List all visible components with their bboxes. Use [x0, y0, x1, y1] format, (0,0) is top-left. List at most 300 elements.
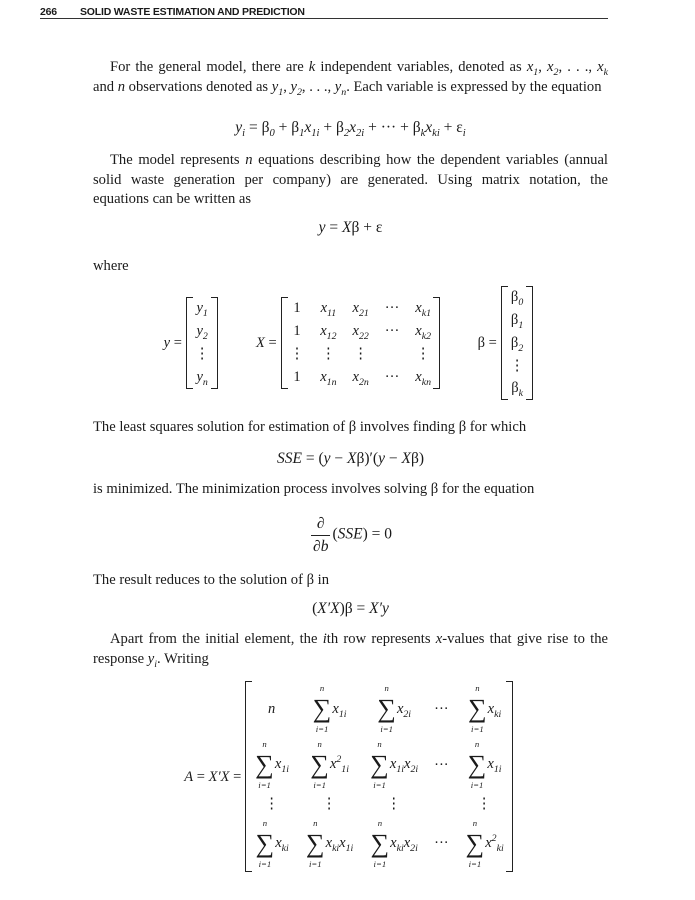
subscript: 1i — [341, 764, 349, 776]
denominator — [311, 536, 330, 556]
math-symbol — [304, 119, 320, 140]
sum-lower-limit: i=1 — [468, 858, 482, 869]
symbol-base: β — [261, 119, 270, 136]
math-symbol — [332, 700, 347, 720]
where-label — [93, 257, 608, 277]
subscript: k — [420, 128, 426, 140]
matrix-row — [187, 343, 218, 366]
paragraph-minimized — [93, 480, 608, 500]
text-run: , — [283, 78, 291, 95]
text-run: where — [93, 257, 129, 274]
symbol-base: ε — [456, 119, 463, 136]
symbol-base: x — [329, 756, 337, 773]
text-run: ⋮ — [321, 795, 337, 812]
sum-upper-limit: n — [475, 683, 480, 694]
subscript: 1i — [345, 842, 354, 854]
symbol-base: y — [290, 78, 297, 95]
sigma-symbol: ∑ — [255, 750, 274, 780]
symbol-base: b — [320, 537, 329, 555]
subscript: 1 — [278, 86, 284, 98]
superscript: 2 — [491, 833, 497, 845]
sum-upper-limit: n — [472, 817, 478, 828]
text-run: ⋮ — [264, 795, 279, 812]
math-symbol — [511, 380, 523, 400]
text-run: , . . ., — [301, 78, 335, 95]
numerator — [311, 514, 330, 535]
sigma-symbol: ∑ — [306, 828, 325, 858]
matrix-row — [502, 355, 533, 378]
subscript: n — [202, 376, 208, 388]
math-symbol — [196, 300, 208, 320]
summation — [255, 739, 274, 791]
text-run: − — [384, 449, 402, 467]
text-run: ( — [332, 525, 338, 543]
subscript: 12 — [326, 331, 337, 343]
math-symbol — [396, 700, 412, 720]
text-run: -values that give rise to the response — [93, 631, 609, 667]
text-run: ··· — [434, 756, 449, 773]
paragraph-least-squares — [93, 418, 608, 438]
math-symbol — [196, 323, 208, 343]
matrix-cell — [312, 320, 344, 343]
sigma-symbol: ∑ — [377, 694, 396, 724]
matrix-definitions — [93, 286, 608, 400]
symbol-base: β — [335, 119, 344, 136]
sigma-symbol: ∑ — [468, 694, 487, 724]
math-symbol — [352, 300, 369, 320]
matrix-cell — [407, 320, 439, 343]
text-run: ··· — [434, 700, 449, 717]
matrix-cell — [282, 366, 313, 389]
sum-lower-limit: i=1 — [258, 858, 272, 869]
matrix-body — [501, 286, 534, 400]
sum-upper-limit: n — [377, 817, 383, 828]
matrix-body — [281, 297, 440, 388]
text-run: The model represents — [110, 152, 246, 168]
symbol-base: X — [347, 449, 357, 467]
symbol-base: x — [487, 700, 495, 717]
sigma-symbol: ∑ — [310, 750, 329, 780]
subscript: 1 — [533, 66, 539, 78]
matrix-cell — [297, 737, 361, 793]
superscript: 2 — [336, 754, 342, 766]
matrix-cell — [246, 793, 297, 816]
math-symbol — [335, 119, 350, 140]
text-run: ⋮ — [415, 346, 431, 363]
text-run: )β = — [339, 600, 370, 618]
matrix-cell — [187, 320, 218, 343]
matrix-cell — [361, 793, 426, 816]
text-run: ··· — [384, 300, 400, 317]
symbol-base: β — [510, 334, 519, 351]
subscript: kn — [421, 376, 432, 388]
subscript: 1i — [311, 128, 320, 140]
subscript: i — [242, 128, 246, 140]
math-symbol — [378, 450, 385, 467]
math-symbol — [352, 323, 369, 343]
symbol-base: SSE — [276, 449, 302, 467]
symbol-base: x — [320, 368, 327, 385]
subscript: 2 — [202, 331, 208, 343]
sum-upper-limit: n — [474, 739, 480, 750]
matrix-row — [502, 377, 533, 400]
text-run: equations describing how the dependent variables (annual solid waste generation per company) are generated. Using matrix notation, the equations can be written as — [93, 152, 608, 207]
symbol-base: X′X — [317, 600, 340, 618]
summation — [371, 818, 390, 870]
matrix-cell — [502, 377, 533, 400]
text-run: ··· — [384, 368, 400, 385]
math-symbol — [147, 650, 157, 670]
matrix-cell — [345, 366, 377, 389]
text-run: . Each variable is expressed by the equation — [346, 78, 602, 95]
matrix-row — [246, 681, 511, 737]
symbol-base: n — [268, 700, 276, 717]
sum-lower-limit: i=1 — [373, 858, 387, 869]
symbol-base: i — [322, 631, 327, 648]
symbol-base: x — [396, 700, 404, 717]
symbol-base: y — [196, 323, 203, 340]
text-run: β) — [410, 449, 424, 467]
subscript: 1 — [518, 319, 524, 331]
text-run: ⋮ — [509, 357, 525, 374]
symbol-base: X — [256, 335, 265, 352]
subscript: k1 — [421, 308, 432, 320]
symbol-base: y — [378, 449, 385, 467]
sum-lower-limit: i=1 — [309, 858, 322, 869]
sigma-symbol: ∑ — [465, 828, 485, 858]
matrix-cell — [426, 816, 457, 872]
matrix-label — [478, 333, 497, 353]
symbol-base: x — [425, 119, 433, 136]
matrix-row — [282, 366, 439, 389]
symbol-base: β — [291, 119, 300, 136]
symbol-base: SSE — [337, 525, 363, 543]
math-symbol — [401, 450, 410, 467]
math-symbol — [320, 368, 337, 388]
math-symbol — [352, 368, 369, 388]
math-symbol — [256, 335, 265, 351]
sum-lower-limit: i=1 — [380, 724, 393, 735]
matrix-cell — [361, 816, 426, 872]
math-symbol — [277, 450, 302, 467]
sigma-symbol: ∑ — [370, 750, 389, 780]
sum-lower-limit: i=1 — [258, 780, 271, 791]
math-symbol — [339, 835, 354, 854]
paragraph-general-model — [93, 58, 608, 97]
sum-upper-limit: n — [377, 739, 382, 750]
math-symbol — [271, 78, 284, 98]
symbol-base: y — [235, 119, 243, 136]
math-symbol — [456, 119, 466, 140]
symbol-base: y — [323, 449, 331, 467]
text-run: = — [193, 768, 209, 785]
equation-regression-model — [93, 118, 608, 138]
math-symbol — [184, 769, 193, 785]
symbol-base: x — [547, 59, 554, 75]
matrix-row — [246, 816, 511, 872]
subscript: 2n — [358, 376, 369, 388]
text-run: ( — [312, 600, 318, 618]
symbol-base: x — [332, 700, 339, 717]
math-symbol — [268, 701, 275, 717]
sigma-symbol: ∑ — [370, 828, 390, 858]
symbol-base: β — [412, 119, 421, 136]
text-run: = — [170, 335, 182, 352]
sigma-symbol: ∑ — [467, 750, 487, 780]
matrix-cell — [457, 793, 512, 816]
text-run: , . . ., — [558, 59, 598, 75]
matrix-cell — [377, 343, 408, 366]
text-run: ⋮ — [321, 346, 336, 363]
text-run: 1 — [293, 323, 301, 340]
math-symbol — [290, 78, 302, 98]
subscript: 2i — [410, 842, 418, 854]
sum-upper-limit: n — [262, 817, 268, 828]
matrix-cell — [361, 681, 426, 737]
matrix-label — [256, 333, 277, 353]
page-body — [93, 18, 608, 872]
subscript: ki — [332, 842, 340, 854]
symbol-base: x — [485, 835, 492, 852]
equation-normal — [93, 599, 608, 619]
subscript: 22 — [358, 331, 369, 343]
text-run: β + ε — [351, 218, 383, 236]
subscript: 0 — [518, 296, 524, 308]
symbol-base: x — [404, 756, 411, 773]
matrix-row — [187, 366, 218, 389]
math-symbol — [196, 368, 208, 388]
summation — [466, 818, 485, 870]
sum-upper-limit: n — [384, 683, 389, 694]
matrix-cell — [502, 355, 533, 378]
symbol-base: X — [401, 449, 411, 467]
subscript: 2 — [553, 66, 559, 78]
text-run: ··· — [384, 323, 400, 340]
symbol-base: y — [196, 368, 203, 385]
summation — [256, 818, 275, 870]
math-symbol — [510, 334, 524, 354]
symbol-base: X′y — [369, 600, 389, 618]
matrix-cell — [297, 681, 361, 737]
text-run: The least squares solution for estimation of β involves finding β for which — [93, 419, 527, 436]
matrix-row — [502, 309, 533, 332]
matrix-row — [187, 297, 218, 320]
symbol-base: X′X — [208, 768, 230, 785]
sum-lower-limit: i=1 — [373, 780, 386, 791]
subscript: 1i — [338, 708, 347, 720]
math-symbol — [412, 119, 426, 140]
subscript: 2 — [296, 86, 302, 98]
text-run: and — [93, 78, 118, 95]
subscript: 11 — [327, 308, 337, 320]
matrix-beta — [478, 286, 538, 400]
matrix-row — [282, 320, 439, 343]
math-symbol — [317, 600, 339, 617]
symbol-base: x — [274, 756, 282, 773]
math-symbol — [275, 835, 289, 854]
math-symbol — [487, 700, 502, 720]
symbol-base: y — [334, 78, 342, 95]
math-symbol — [369, 600, 389, 617]
sum-upper-limit: n — [262, 739, 267, 750]
matrix-cell — [187, 343, 218, 366]
symbol-base: x — [325, 835, 333, 852]
math-symbol — [597, 59, 609, 78]
text-run: The result reduces to the solution of β in — [93, 571, 330, 588]
matrix-cell — [407, 297, 439, 320]
summation — [377, 683, 396, 735]
subscript: n — [341, 86, 347, 98]
sigma-symbol: ∑ — [255, 828, 275, 858]
matrix-row — [282, 297, 439, 320]
math-symbol — [319, 219, 326, 236]
matrix-cell — [246, 737, 297, 793]
matrix-cell — [187, 366, 218, 389]
math-symbol — [389, 756, 404, 776]
math-symbol — [390, 835, 404, 854]
text-run: − — [330, 449, 347, 467]
sum-upper-limit: n — [317, 739, 322, 750]
symbol-base: x — [435, 631, 443, 648]
text-run: + ··· + — [364, 119, 413, 136]
matrix-cell — [297, 793, 361, 816]
matrix-cell — [312, 343, 344, 366]
symbol-base: β — [510, 289, 519, 305]
math-symbol — [338, 526, 363, 543]
matrix-body — [186, 297, 219, 388]
text-run: ∂ — [316, 515, 325, 533]
symbol-base: x — [275, 835, 282, 852]
matrix-cell — [297, 816, 361, 872]
matrix-cell — [457, 816, 512, 872]
math-symbol — [485, 833, 504, 854]
math-symbol — [118, 79, 125, 95]
matrix-cell — [426, 793, 457, 816]
sum-lower-limit: i=1 — [470, 780, 484, 791]
symbol-base: y — [163, 335, 171, 352]
summation — [310, 739, 329, 791]
matrix-a-equation — [93, 681, 608, 871]
text-run: = — [229, 768, 242, 785]
matrix-cell — [457, 681, 512, 737]
text-run: = ( — [301, 449, 324, 467]
math-symbol — [235, 119, 246, 140]
equation-sse — [93, 449, 608, 469]
matrix-cell — [502, 286, 533, 309]
math-symbol — [510, 289, 524, 308]
symbol-base: β — [511, 380, 519, 397]
math-symbol — [329, 754, 349, 776]
matrix-cell — [407, 366, 439, 389]
text-run: independent variables, denoted as — [315, 59, 527, 75]
matrix-cell — [282, 343, 313, 366]
text-run: , — [538, 59, 548, 75]
subscript: 2i — [356, 128, 365, 140]
text-run: For the general model, there are — [110, 59, 309, 75]
text-run: ) = 0 — [362, 525, 392, 543]
math-symbol — [245, 152, 252, 168]
symbol-base: β — [510, 311, 519, 328]
math-symbol — [320, 323, 337, 343]
text-run: ∂ — [313, 537, 321, 555]
matrix-row — [502, 332, 533, 355]
math-symbol — [425, 119, 440, 140]
math-symbol — [320, 300, 337, 320]
matrix-label — [164, 333, 182, 353]
subscript: ki — [432, 128, 440, 140]
symbol-base: k — [308, 59, 316, 75]
subscript: k — [603, 66, 609, 78]
matrix-cell — [246, 681, 297, 737]
symbol-base: x — [526, 59, 534, 75]
text-run: is minimized. The minimization process involves solving β for the equation — [93, 480, 535, 497]
symbol-base: y — [271, 78, 279, 95]
subscript: ki — [496, 842, 504, 854]
sigma-symbol: ∑ — [312, 694, 332, 724]
summation — [306, 818, 325, 870]
symbol-base: x — [389, 756, 397, 773]
symbol-base: x — [415, 368, 422, 385]
math-symbol — [487, 756, 502, 776]
matrix-a — [184, 681, 516, 871]
matrix-cell — [426, 737, 457, 793]
matrix-label — [184, 767, 241, 787]
matrix-cell — [426, 681, 457, 737]
summation — [468, 739, 487, 791]
matrix-cell — [312, 366, 344, 389]
text-run: ··· — [434, 835, 449, 852]
matrix-cell — [361, 737, 426, 793]
symbol-base: A — [184, 768, 194, 785]
page-number: 266 — [40, 6, 57, 18]
symbol-base: y — [147, 650, 155, 667]
paragraph-apart-from — [93, 630, 608, 669]
math-symbol — [404, 756, 419, 776]
matrix-cell — [407, 343, 439, 366]
text-run: 1 — [293, 300, 301, 317]
text-run: β = — [477, 335, 497, 352]
text-run: + — [319, 119, 336, 136]
matrix-row — [246, 737, 511, 793]
paragraph-result-reduces — [93, 571, 608, 591]
matrix-cell — [502, 309, 533, 332]
text-run: observations denoted as — [125, 78, 272, 95]
math-symbol — [526, 59, 539, 78]
matrix-cell — [502, 332, 533, 355]
matrix-x — [256, 297, 444, 388]
sum-lower-limit: i=1 — [313, 780, 326, 791]
symbol-base: x — [320, 323, 327, 340]
text-run: Apart from the initial element, the — [110, 631, 323, 648]
symbol-base: x — [487, 756, 494, 773]
subscript: 1i — [396, 764, 404, 776]
symbol-base: y — [318, 218, 326, 236]
matrix-body — [245, 681, 512, 871]
matrix-cell — [282, 297, 313, 320]
subscript: k2 — [421, 331, 432, 343]
symbol-base: x — [390, 835, 397, 852]
matrix-y — [164, 297, 223, 388]
text-run: = — [245, 119, 262, 136]
subscript: 1i — [281, 764, 290, 776]
math-symbol — [274, 756, 290, 776]
symbol-base: x — [352, 300, 359, 317]
text-run: = — [264, 335, 277, 352]
matrix-cell — [282, 320, 313, 343]
subscript: i — [154, 658, 157, 670]
matrix-row — [246, 793, 511, 816]
symbol-base: x — [304, 119, 312, 136]
